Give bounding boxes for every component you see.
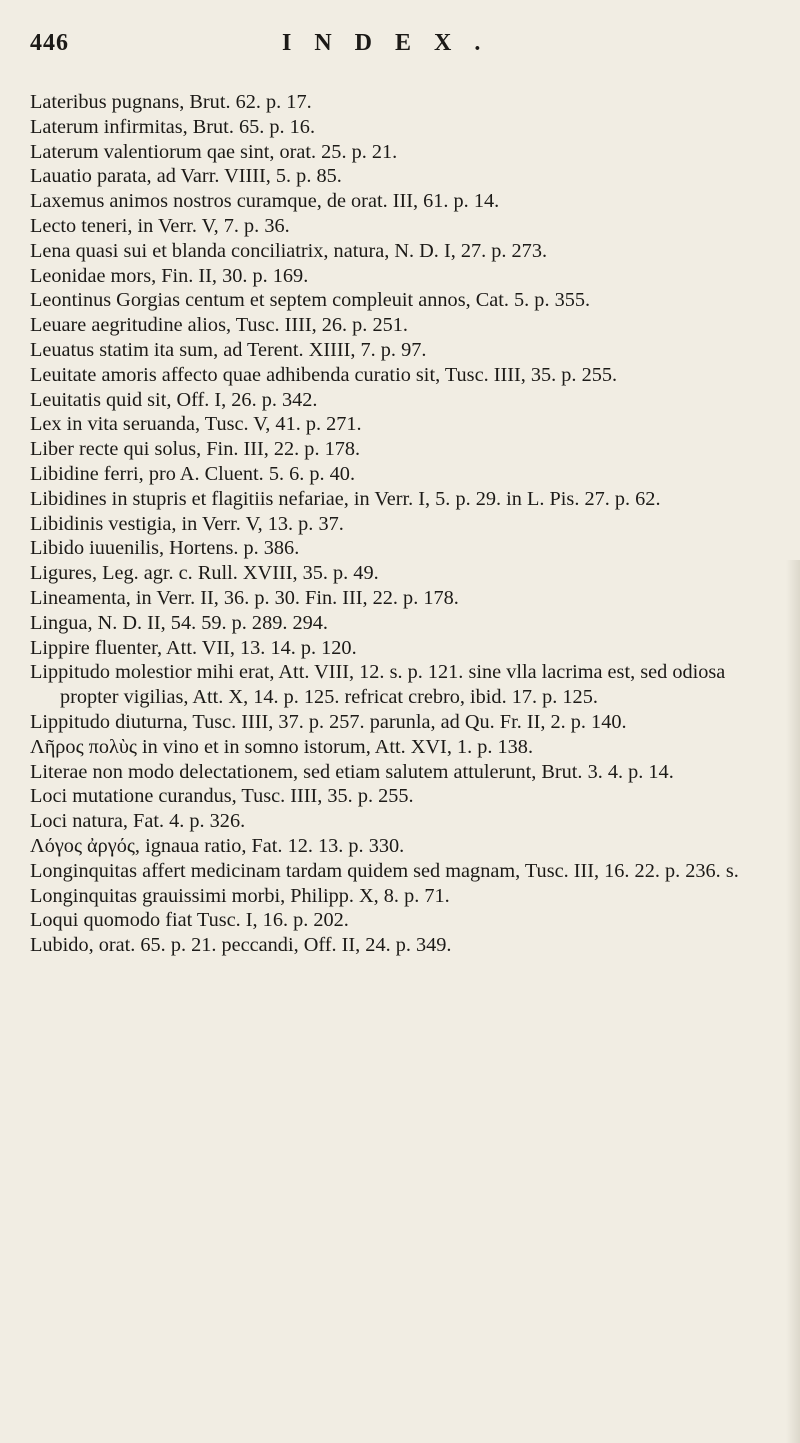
index-entry: Lubido, orat. 65. p. 21. peccandi, Off. II, 24. p. 349.	[30, 934, 452, 957]
page-header	[30, 30, 770, 70]
index-entry: Libidinis vestigia, in Verr. V, 13. p. 37.	[30, 512, 344, 535]
index-entry: Laterum infirmitas, Brut. 65. p. 16.	[30, 115, 316, 138]
index-entry: Leuitatis quid sit, Off. I, 26. p. 342.	[30, 388, 318, 411]
index-entry: Longinquitas grauissimi morbi, Philipp. X, 8. p. 71.	[30, 884, 450, 907]
index-entry: Libidines in stupris et flagitiis nefariae, in Verr. I, 5. p. 29. in L. Pis. 27. p. 62.	[30, 487, 661, 510]
index-entry: Loci natura, Fat. 4. p. 326.	[30, 810, 246, 833]
index-entry: Leuare aegritudine alios, Tusc. IIII, 26. p. 251.	[30, 314, 408, 337]
index-entry: Leuitate amoris affecto quae adhibenda curatio sit, Tusc. IIII, 35. p. 255.	[30, 363, 618, 386]
index-entry: Ligures, Leg. agr. c. Rull. XVIII, 35. p. 49.	[30, 562, 379, 585]
page-number: 446	[30, 30, 69, 56]
index-entry: Lingua, N. D. II, 54. 59. p. 289. 294.	[30, 611, 328, 634]
index-entry: Longinquitas affert medicinam tardam quidem sed magnam, Tusc. III, 16. 22. p. 236. s.	[30, 859, 739, 882]
index-entry: Leonidae mors, Fin. II, 30. p. 169.	[30, 264, 309, 287]
index-entries	[30, 90, 782, 958]
index-entry: Lippitudo diuturna, Tusc. IIII, 37. p. 257. parunla, ad Qu. Fr. II, 2. p. 140.	[30, 710, 627, 733]
index-entry: Lauatio parata, ad Varr. VIIII, 5. p. 85.	[30, 165, 342, 188]
index-entry: Λόγος ἀργός, ignaua ratio, Fat. 12. 13. p. 330.	[30, 834, 405, 857]
index-entry: Lippire fluenter, Att. VII, 13. 14. p. 120.	[30, 636, 357, 659]
index-entry: Libidine ferri, pro A. Cluent. 5. 6. p. 40.	[30, 462, 356, 485]
index-entry: Leontinus Gorgias centum et septem compleuit annos, Cat. 5. p. 355.	[30, 289, 591, 312]
index-entry: Libido iuuenilis, Hortens. p. 386.	[30, 537, 300, 560]
index-entry: Loqui quomodo fiat Tusc. I, 16. p. 202.	[30, 909, 349, 932]
index-entry: Leuatus statim ita sum, ad Terent. XIIII, 7. p. 97.	[30, 338, 427, 361]
index-entry: Loci mutatione curandus, Tusc. IIII, 35. p. 255.	[30, 785, 414, 808]
index-entry: Λῆρος πολὺς in vino et in somno istorum, Att. XVI, 1. p. 138.	[30, 735, 534, 758]
index-entry: Literae non modo delectationem, sed etiam salutem attulerunt, Brut. 3. 4. p. 14.	[30, 760, 674, 783]
index-entry: Lecto teneri, in Verr. V, 7. p. 36.	[30, 214, 290, 237]
index-entry: Lateribus pugnans, Brut. 62. p. 17.	[30, 91, 312, 113]
index-entry: Lineamenta, in Verr. II, 36. p. 30. Fin. III, 22. p. 178.	[30, 586, 459, 609]
index-entry: Lippitudo molestior mihi erat, Att. VIII, 12. s. p. 121. sine vlla lacrima est, sed odiosa propter vigilias, Att. X, 14. p. 125. refricat crebro, ibid. 17. p. 125.	[30, 661, 726, 709]
running-title: INDEX.	[282, 30, 504, 56]
index-entry: Liber recte qui solus, Fin. III, 22. p. 178.	[30, 438, 361, 461]
index-entry: Lex in vita seruanda, Tusc. V, 41. p. 271.	[30, 413, 362, 436]
index-entry: Lena quasi sui et blanda conciliatrix, natura, N. D. I, 27. p. 273.	[30, 239, 548, 262]
index-entry: Laterum valentiorum qae sint, orat. 25. p. 21.	[30, 140, 398, 163]
page-edge-shadow	[786, 560, 800, 1443]
index-entry: Laxemus animos nostros curamque, de orat. III, 61. p. 14.	[30, 190, 500, 213]
